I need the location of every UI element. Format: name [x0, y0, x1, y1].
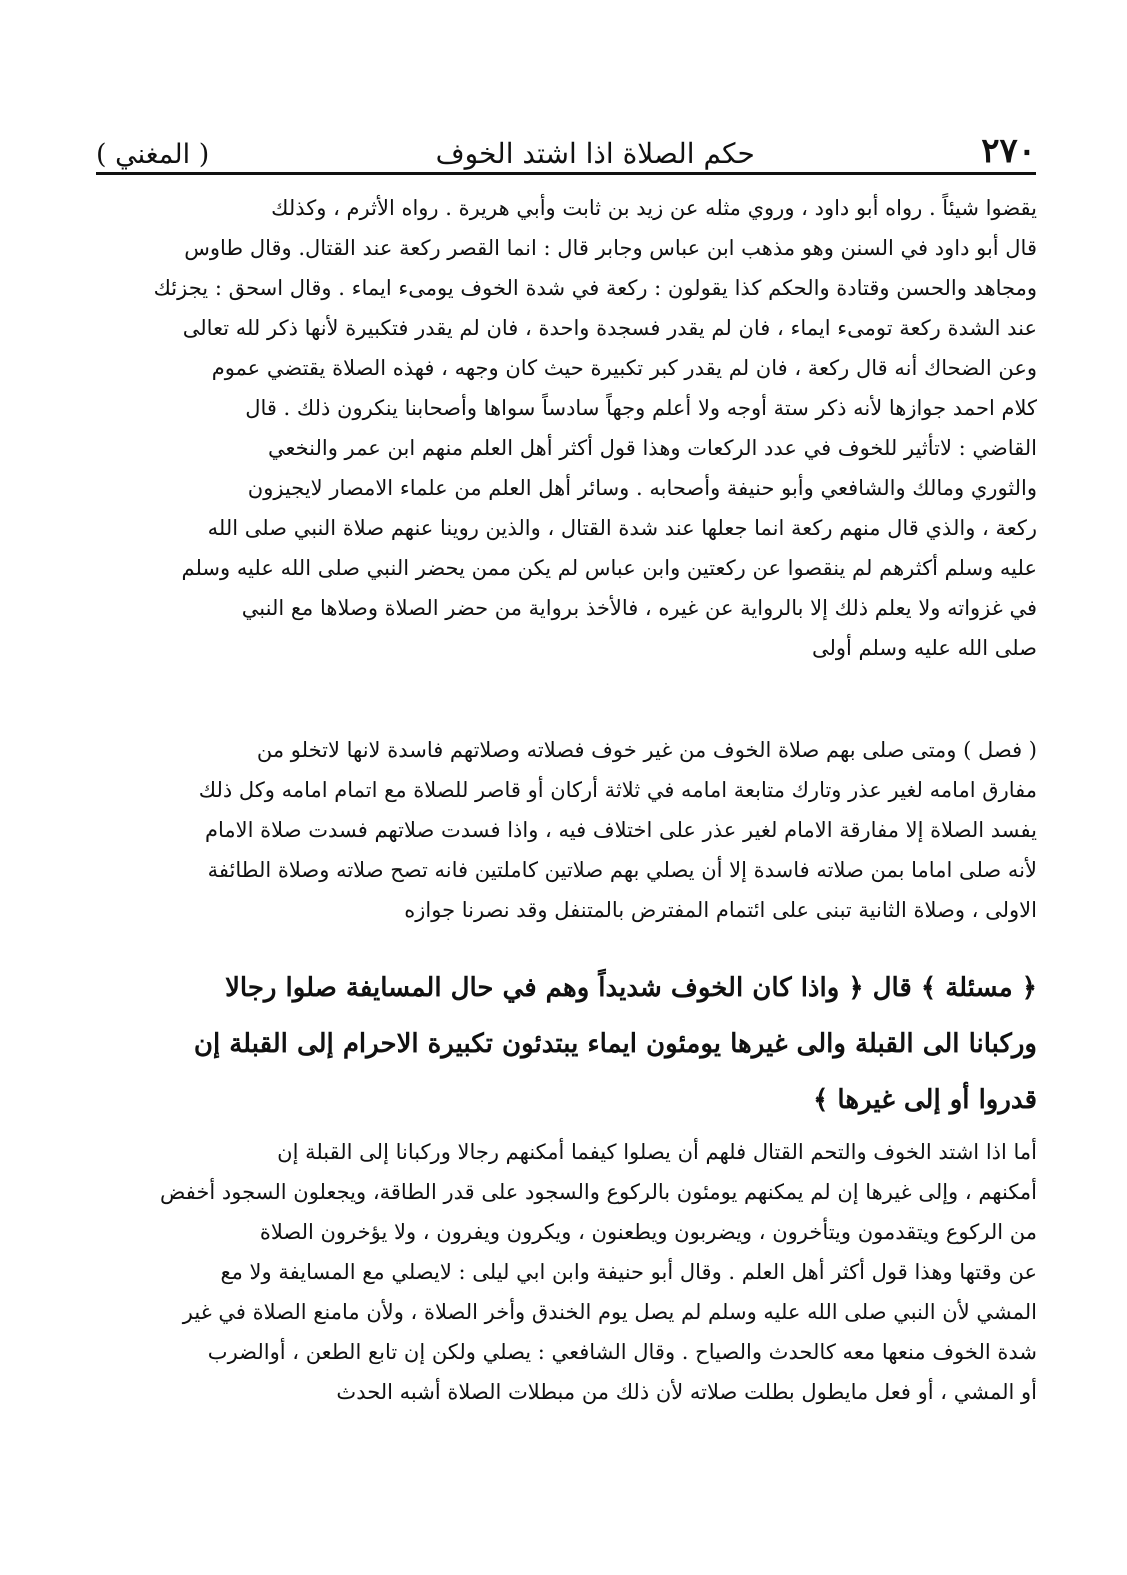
text-line: وعن الضحاك أنه قال ركعة ، فان لم يقدر كبر تكبيرة حيث كان وجهه ، فهذه الصلاة يقتضي عموم: [211, 356, 1037, 380]
issue-line: وركبانا الى القبلة والى غيرها يومئون ايماء يبتدئون تكبيرة الاحرام إلى القبلة إن: [193, 1029, 1037, 1059]
text-line: من الركوع ويتقدمون ويتأخرون ، ويضربون ويطعنون ، ويكرون ويفرون ، ولا يؤخرون الصلاة: [259, 1220, 1037, 1244]
text-line: صلى الله عليه وسلم أولى: [811, 636, 1037, 660]
text-line: قال أبو داود في السنن وهو مذهب ابن عباس وجابر قال : انما القصر ركعة عند القتال. وقال طاوس: [184, 236, 1037, 260]
issue-masala: [92, 960, 1037, 1128]
text-line: ركعة ، والذي قال منهم ركعة انما جعلها عند شدة القتال ، والذين روينا عنهم صلاة النبي صلى الله: [207, 516, 1037, 540]
paragraph-fasl: [92, 730, 1037, 930]
text-line: يقضوا شيئاً . رواه أبو داود ، وروي مثله عن زيد بن ثابت وأبي هريرة . رواه الأثرم ، وكذلك: [271, 196, 1037, 220]
text-line: أو المشي ، أو فعل مايطول بطلت صلاته لأن ذلك من مبطلات الصلاة أشبه الحدث: [336, 1380, 1037, 1404]
text-line: القاضي : لاتأثير للخوف في عدد الركعات وهذا قول أكثر أهل العلم منهم ابن عمر والنخعي: [267, 436, 1037, 460]
text-line: أمكنهم ، وإلى غيرها إن لم يمكنهم يومئون بالركوع والسجود على قدر الطاقة، ويجعلون السجود أخفض: [160, 1180, 1037, 1204]
text-line: مفارق امامه لغير عذر وتارك متابعة امامه في ثلاثة أركان أو قاصر للصلاة مع اتمام امامه وكل ذلك: [198, 778, 1037, 802]
text-line: المشي لأن النبي صلى الله عليه وسلم لم يصل يوم الخندق وأخر الصلاة ، ولأن مامنع الصلاة في غير: [182, 1300, 1037, 1324]
text-line: كلام احمد جوازها لأنه ذكر ستة أوجه ولا أعلم وجهاً سادساً سواها وأصحابنا ينكرون ذلك . قال: [245, 396, 1037, 420]
issue-line: قدروا أو إلى غيرها ﴾: [813, 1085, 1037, 1115]
text-line: يفسد الصلاة إلا مفارقة الامام لغير عذر على اختلاف فيه ، واذا فسدت صلاتهم فسدت صلاة الامام: [205, 818, 1037, 842]
text-line: شدة الخوف منعها معه كالحدث والصياح . وقال الشافعي : يصلي ولكن إن تابع الطعن ، أوالضرب: [207, 1340, 1037, 1364]
text-line: ( فصل ) ومتى صلى بهم صلاة الخوف من غير خوف فصلاته وصلاتهم فاسدة لانها لاتخلو من: [256, 738, 1037, 762]
text-line: عليه وسلم أكثرهم لم ينقصوا عن ركعتين وابن عباس لم يكن ممن يحضر النبي صلى الله عليه وسلم: [181, 556, 1037, 580]
paragraph-commentary: [92, 1132, 1037, 1412]
text-line: والثوري ومالك والشافعي وأبو حنيفة وأصحابه . وسائر أهل العلم من علماء الامصار لايجيزون: [247, 476, 1037, 500]
issue-line: ﴿ مسئلة ﴾ قال ﴿ واذا كان الخوف شديداً وهم في حال المسايفة صلوا رجالا: [225, 973, 1037, 1003]
paragraph-hadith-discussion: [92, 188, 1037, 668]
text-line: في غزواته ولا يعلم ذلك إلا بالرواية عن غيره ، فالأخذ برواية من حضر الصلاة وصلاها مع النبي: [241, 596, 1037, 620]
page-number: ٢٧٠: [981, 131, 1036, 171]
book-name: ( المغني ): [96, 139, 210, 170]
running-title: حكم الصلاة اذا اشتد الخوف: [435, 137, 755, 170]
text-line: ومجاهد والحسن وقتادة والحكم كذا يقولون : ركعة في شدة الخوف يومىء ايماء . وقال اسحق : يجزئك: [153, 276, 1037, 300]
text-line: عن وقتها وهذا قول أكثر أهل العلم . وقال أبو حنيفة وابن ابي ليلى : لايصلي مع المسايفة ولا مع: [220, 1260, 1037, 1284]
text-line: الاولى ، وصلاة الثانية تبنى على ائتمام المفترض بالمتنفل وقد نصرنا جوازه: [404, 898, 1037, 922]
page-header: [96, 118, 1036, 175]
text-line: عند الشدة ركعة تومىء ايماء ، فان لم يقدر فسجدة واحدة ، فان لم يقدر فتكبيرة لأنها ذكر لله تعالى: [182, 316, 1037, 340]
text-line: أما اذا اشتد الخوف والتحم القتال فلهم أن يصلوا كيفما أمكنهم رجالا وركبانا إلى القبلة إن: [277, 1140, 1037, 1164]
text-line: لأنه صلى اماما بمن صلاته فاسدة إلا أن يصلي بهم صلاتين كاملتين فانه تصح صلاته وصلاة الطائفة: [207, 858, 1037, 882]
